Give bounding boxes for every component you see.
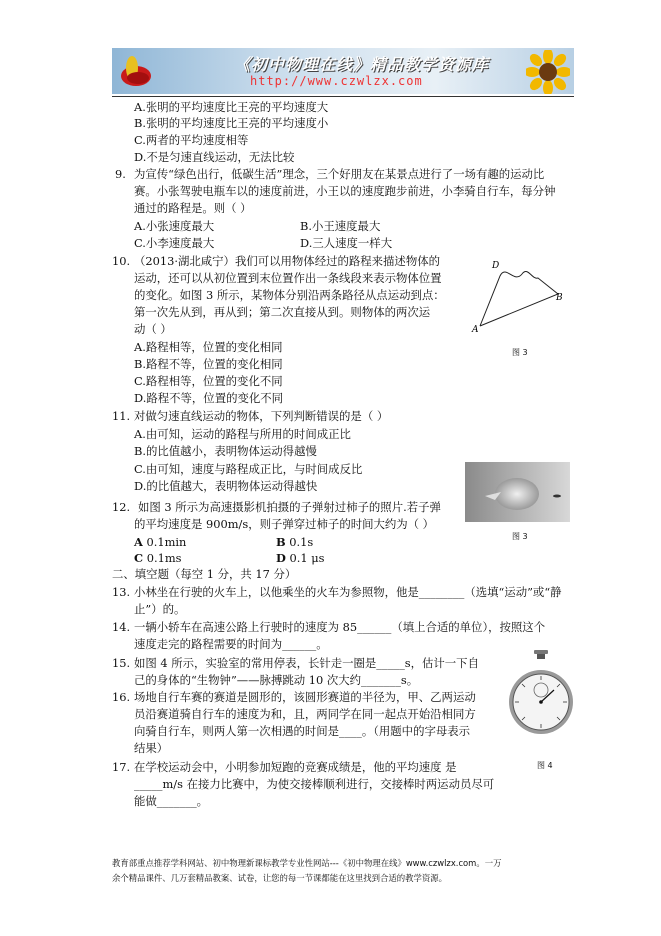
q16-number: 16.	[112, 690, 131, 704]
q8-option-d: D.不是匀速直线运动，无法比较	[134, 150, 295, 164]
banner-title: 《初中物理在线》精品教学资源库	[234, 55, 490, 74]
q9-number: 9.	[115, 167, 126, 181]
q9-option-d: D.三人速度一样大	[300, 236, 393, 250]
q16-text-line: 场地自行车赛的赛道是圆形的，该圆形赛道的半径为，甲、乙两运动	[134, 690, 476, 704]
option-letter: D	[276, 551, 286, 565]
q10-option-c: C.路程相等，位置的变化不同	[134, 374, 283, 388]
q8-option-a: A.张明的平均速度比王亮的平均速度大	[134, 100, 329, 114]
q9-option-a: A.小张速度最大	[134, 219, 215, 233]
q9-text-line: 赛。小张驾驶电瓶车以的速度前进，小王以的速度跑步前进，小李骑自行车，每分钟	[134, 184, 556, 198]
q13-text-line: 止”）的。	[134, 602, 186, 616]
point-label-d: D	[492, 261, 500, 271]
footer-line: 教育部重点推荐学科网站、初中物理新课标教学专业性网站---《初中物理在线》www.czwlzx.com。一万	[112, 858, 502, 868]
q12-option-a	[134, 535, 186, 549]
banner-url[interactable]: http://www.czwlzx.com	[250, 74, 423, 88]
header-banner	[112, 48, 574, 94]
q16-text-line: 结果）	[134, 741, 169, 755]
path-diagram	[470, 256, 570, 336]
q11-number: 11.	[112, 409, 131, 423]
option-value: 0.1min	[146, 535, 187, 549]
q9-text-line: 通过的路程是。则（ ）	[134, 201, 252, 215]
figure-caption: 图 3	[512, 348, 528, 357]
q9-option-b: B.小王速度最大	[300, 219, 381, 233]
q15-number: 15.	[112, 656, 131, 670]
q13-text-line: 小林坐在行驶的火车上，以他乘坐的火车为参照物，他是________（选填“运动”或“静	[134, 585, 562, 599]
sunflower-icon	[526, 50, 570, 94]
point-label-b: B	[556, 293, 563, 303]
q13-number: 13.	[112, 585, 131, 599]
q14-text-line: 一辆小轿车在高速公路上行驶时的速度为 85______（填上合适的单位），按照这个	[134, 620, 546, 634]
q11-text-line: 对做匀速直线运动的物体，下列判断错误的是（ ）	[134, 409, 389, 423]
q8-option-c: C.两者的平均速度相等	[134, 133, 249, 147]
q10-option-b: B.路程不等，位置的变化相同	[134, 357, 283, 371]
q10-text-line: 的变化。如图 3 所示，某物体分别沿两条路径从点运动到点：	[134, 288, 445, 302]
option-letter: C	[134, 551, 144, 565]
q15-text-line: 己的身体的“生物钟”——脉搏跳动 10 次大约_______s。	[134, 673, 419, 687]
q10-number: 10.	[112, 254, 131, 268]
site-logo-icon	[118, 52, 154, 90]
q12-text-line: 如图 3 所示为高速摄影机拍摄的子弹射过柿子的照片.若子弹	[138, 500, 441, 514]
q10-option-d: D.路程不等，位置的变化不同	[134, 391, 284, 405]
q12-number: 12.	[112, 500, 131, 514]
q14-number: 14.	[112, 620, 131, 634]
q11-option-d: D.的比值越大，表明物体运动得越快	[134, 479, 318, 493]
q11-option-b: B.的比值越小，表明物体运动得越慢	[134, 444, 317, 458]
q17-text-line: 在学校运动会中，小明参加短跑的竞赛成绩是，他的平均速度 是	[134, 760, 457, 774]
option-letter: B	[276, 535, 286, 549]
q10-text-line: （2013·湖北咸宁）我们可以用物体经过的路程来描述物体的	[134, 254, 440, 268]
section-title: 二、填空题（每空 1 分，共 17 分）	[112, 567, 297, 581]
q12-option-d	[276, 551, 325, 565]
q10-text-line: 动（ ）	[134, 322, 172, 336]
q11-option-c: C.由可知，速度与路程成正比，与时间成反比	[134, 462, 363, 476]
q17-text-line: 能做_______。	[134, 794, 209, 808]
q9-text-line: 为宣传“绿色出行，低碳生活”理念，三个好朋友在某景点进行了一场有趣的运动比	[134, 167, 545, 181]
q16-text-line: 员沿赛道骑自行车的速度为和，且，两同学在同一起点开始沿相同方	[134, 707, 476, 721]
option-letter: A	[134, 535, 143, 549]
figure-caption: 图 3	[512, 532, 528, 541]
q12-option-c	[134, 551, 181, 565]
q9-option-c: C.小李速度最大	[134, 236, 215, 250]
q11-option-a: A.由可知，运动的路程与所用的时间成正比	[134, 427, 351, 441]
q10-text-line: 第一次先从到，再从到；第二次直接从到。则物体的两次运	[134, 305, 431, 319]
q17-text-line: _____m/s 在接力比赛中，为使交接棒顺利进行，交接棒时两运动员尽可	[134, 777, 495, 791]
q8-option-b: B.张明的平均速度比王亮的平均速度小	[134, 116, 329, 130]
q16-text-line: 向骑自行车，则两人第一次相遇的时间是____。（用题中的字母表示	[134, 724, 471, 738]
point-label-a: A	[472, 325, 479, 335]
header-divider	[112, 96, 574, 97]
option-value: 0.1s	[289, 535, 314, 549]
figure-caption: 图 4	[537, 761, 553, 770]
q17-number: 17.	[112, 760, 131, 774]
q14-text-line: 速度走完的路程需要的时间为______。	[134, 637, 328, 651]
q10-text-line: 运动，还可以从初位置到末位置作出一条线段来表示物体位置	[134, 271, 442, 285]
q10-option-a: A.路程相等，位置的变化相同	[134, 340, 283, 354]
bullet-photo	[465, 462, 570, 522]
footer-line: 余个精品课件、几万套精品教案、试卷，让您的每一节课都能在这里找到合适的教学资源。	[112, 873, 447, 883]
q12-option-b	[276, 535, 313, 549]
q15-text-line: 如图 4 所示，实验室的常用停表，长针走一圈是_____s，估计一下自	[134, 656, 479, 670]
option-value: 0.1ms	[146, 551, 182, 565]
q12-text-line: 的平均速度是 900m/s，则子弹穿过柿子的时间大约为（ ）	[134, 517, 435, 531]
stopwatch-icon	[506, 650, 576, 755]
option-value: 0.1 μs	[289, 551, 325, 565]
